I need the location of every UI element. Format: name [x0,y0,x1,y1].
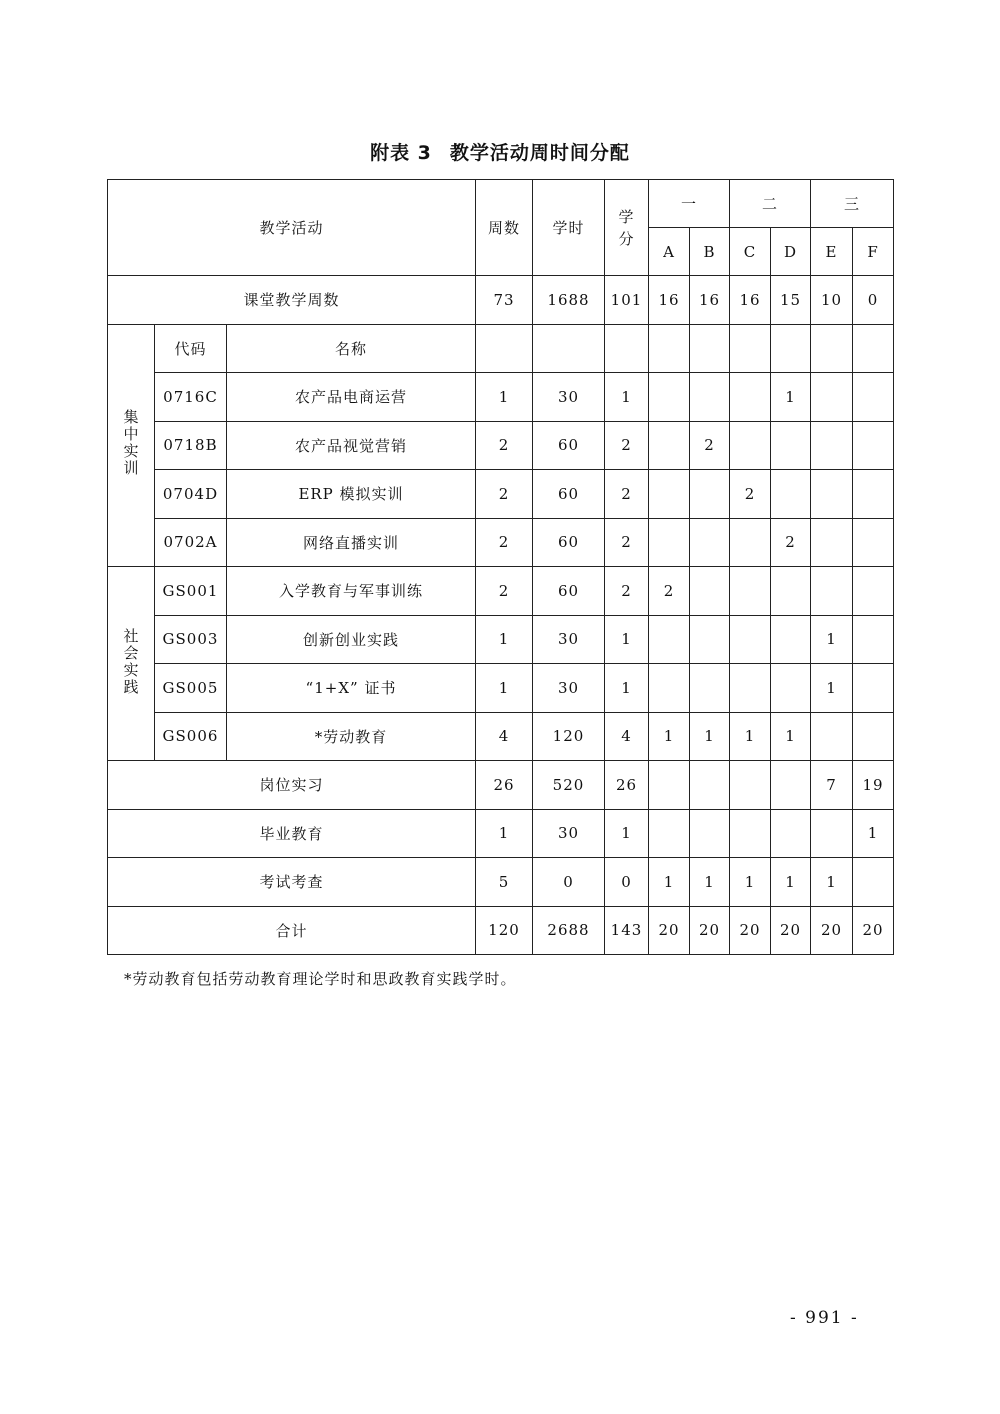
table-row [108,615,894,664]
classroom-term-a: 16 [649,276,690,325]
weeks-cell: 5 [476,858,533,907]
name-cell: 创新创业实践 [227,615,476,664]
term-c-cell: 20 [730,906,771,955]
term-d-cell [771,761,811,810]
term-d-cell [771,567,811,616]
header-year-2: 二 [730,180,811,228]
term-a-cell [649,809,690,858]
term-a-cell [649,470,690,519]
summary-label: 毕业教育 [108,809,476,858]
header-year-3: 三 [811,180,894,228]
term-f-cell [853,712,894,761]
term-d-cell: 20 [771,906,811,955]
header-name: 名称 [227,324,476,373]
credits-cell: 1 [605,373,649,422]
term-d-cell: 1 [771,712,811,761]
hours-cell: 30 [533,809,605,858]
table-row [108,470,894,519]
group-label-practice [108,567,155,761]
term-b-cell [690,373,730,422]
header-term-c: C [730,228,771,276]
hours-cell: 30 [533,373,605,422]
week-allocation-table [107,179,894,955]
page-number: - 991 - [790,1308,859,1328]
title-text: 教学活动周时间分配 [449,142,630,164]
hours-cell: 60 [533,567,605,616]
term-f-cell: 20 [853,906,894,955]
header-term-b: B [690,228,730,276]
footnote: *劳动教育包括劳动教育理论学时和思政教育实践学时。 [124,970,517,988]
empty-cell [690,324,730,373]
empty-cell [771,324,811,373]
term-e-cell: 20 [811,906,853,955]
term-a-cell [649,615,690,664]
term-d-cell [771,421,811,470]
term-d-cell: 2 [771,518,811,567]
group-label-text: 社会实践 [121,627,140,696]
term-c-cell [730,615,771,664]
term-c-cell [730,761,771,810]
group-label-training [108,324,155,567]
code-cell: GS001 [155,567,227,616]
term-c-cell: 1 [730,858,771,907]
header-term-d: D [771,228,811,276]
name-cell: 入学教育与军事训练 [227,567,476,616]
weeks-cell: 2 [476,567,533,616]
term-f-cell [853,615,894,664]
term-e-cell [811,518,853,567]
classroom-term-d: 15 [771,276,811,325]
header-code: 代码 [155,324,227,373]
header-term-a: A [649,228,690,276]
term-f-cell: 19 [853,761,894,810]
term-c-cell: 1 [730,712,771,761]
page-title [0,138,1000,165]
weeks-cell: 1 [476,373,533,422]
term-e-cell: 1 [811,664,853,713]
group-label-text: 集中实训 [121,409,140,478]
term-d-cell: 1 [771,373,811,422]
term-b-cell [690,809,730,858]
term-d-cell [771,664,811,713]
term-e-cell [811,421,853,470]
classroom-term-f: 0 [853,276,894,325]
table-row [108,664,894,713]
classroom-row [108,276,894,325]
term-c-cell [730,567,771,616]
credits-cell: 4 [605,712,649,761]
term-c-cell [730,373,771,422]
term-e-cell [811,712,853,761]
header-credits-line2: 分 [618,229,635,248]
credits-cell: 2 [605,421,649,470]
weeks-cell: 1 [476,809,533,858]
classroom-credits: 101 [605,276,649,325]
term-a-cell: 1 [649,858,690,907]
credits-cell: 1 [605,809,649,858]
table-row [108,712,894,761]
hours-cell: 2688 [533,906,605,955]
term-b-cell [690,470,730,519]
term-d-cell [771,809,811,858]
term-a-cell [649,421,690,470]
term-b-cell [690,518,730,567]
term-c-cell [730,809,771,858]
header-row-years [108,180,894,228]
weeks-cell: 26 [476,761,533,810]
classroom-term-e: 10 [811,276,853,325]
code-cell: GS005 [155,664,227,713]
credits-cell: 0 [605,858,649,907]
subheader-row [108,324,894,373]
hours-cell: 120 [533,712,605,761]
summary-label: 合计 [108,906,476,955]
term-a-cell [649,518,690,567]
term-f-cell [853,858,894,907]
term-e-cell: 1 [811,858,853,907]
term-e-cell: 7 [811,761,853,810]
code-cell: 0702A [155,518,227,567]
hours-cell: 60 [533,518,605,567]
hours-cell: 60 [533,470,605,519]
empty-cell [730,324,771,373]
term-d-cell [771,615,811,664]
credits-cell: 2 [605,567,649,616]
header-year-1: 一 [649,180,730,228]
weeks-cell: 2 [476,470,533,519]
term-e-cell [811,809,853,858]
classroom-weeks: 73 [476,276,533,325]
empty-cell [476,324,533,373]
term-e-cell [811,373,853,422]
term-c-cell [730,421,771,470]
term-f-cell [853,373,894,422]
hours-cell: 30 [533,664,605,713]
term-f-cell [853,567,894,616]
name-cell: *劳动教育 [227,712,476,761]
term-a-cell: 20 [649,906,690,955]
header-term-e: E [811,228,853,276]
empty-cell [649,324,690,373]
name-cell: ERP 模拟实训 [227,470,476,519]
empty-cell [533,324,605,373]
table-row [108,518,894,567]
header-credits [605,180,649,276]
term-b-cell: 1 [690,858,730,907]
term-a-cell: 2 [649,567,690,616]
credits-cell: 1 [605,615,649,664]
term-a-cell: 1 [649,712,690,761]
summary-label: 考试考查 [108,858,476,907]
empty-cell [853,324,894,373]
term-b-cell [690,567,730,616]
empty-cell [811,324,853,373]
term-f-cell [853,518,894,567]
term-b-cell: 20 [690,906,730,955]
name-cell: 网络直播实训 [227,518,476,567]
term-b-cell [690,615,730,664]
term-c-cell: 2 [730,470,771,519]
hours-cell: 60 [533,421,605,470]
term-e-cell: 1 [811,615,853,664]
summary-row [108,809,894,858]
classroom-hours: 1688 [533,276,605,325]
credits-cell: 143 [605,906,649,955]
header-activity: 教学活动 [108,180,476,276]
term-d-cell [771,470,811,519]
term-f-cell: 1 [853,809,894,858]
term-f-cell [853,470,894,519]
hours-cell: 30 [533,615,605,664]
weeks-cell: 2 [476,421,533,470]
term-b-cell: 1 [690,712,730,761]
term-a-cell [649,761,690,810]
term-f-cell [853,421,894,470]
classroom-label: 课堂教学周数 [108,276,476,325]
credits-cell: 2 [605,470,649,519]
credits-cell: 1 [605,664,649,713]
header-hours: 学时 [533,180,605,276]
term-b-cell: 2 [690,421,730,470]
code-cell: 0716C [155,373,227,422]
term-d-cell: 1 [771,858,811,907]
header-term-f: F [853,228,894,276]
term-a-cell [649,373,690,422]
code-cell: 0704D [155,470,227,519]
credits-cell: 2 [605,518,649,567]
term-b-cell [690,761,730,810]
weeks-cell: 120 [476,906,533,955]
table-row [108,567,894,616]
name-cell: 农产品视觉营销 [227,421,476,470]
header-credits-line1: 学 [618,207,635,226]
name-cell: 农产品电商运营 [227,373,476,422]
term-e-cell [811,567,853,616]
term-b-cell [690,664,730,713]
weeks-cell: 1 [476,615,533,664]
code-cell: 0718B [155,421,227,470]
term-e-cell [811,470,853,519]
table-row [108,373,894,422]
credits-cell: 26 [605,761,649,810]
weeks-cell: 2 [476,518,533,567]
classroom-term-b: 16 [690,276,730,325]
term-c-cell [730,518,771,567]
title-label: 附表 3 [370,142,432,164]
code-cell: GS003 [155,615,227,664]
summary-row [108,761,894,810]
header-weeks: 周数 [476,180,533,276]
empty-cell [605,324,649,373]
weeks-cell: 4 [476,712,533,761]
summary-label: 岗位实习 [108,761,476,810]
weeks-cell: 1 [476,664,533,713]
code-cell: GS006 [155,712,227,761]
term-a-cell [649,664,690,713]
hours-cell: 0 [533,858,605,907]
hours-cell: 520 [533,761,605,810]
name-cell: “1+X” 证书 [227,664,476,713]
term-c-cell [730,664,771,713]
classroom-term-c: 16 [730,276,771,325]
term-f-cell [853,664,894,713]
summary-row [108,906,894,955]
table-row [108,421,894,470]
summary-row [108,858,894,907]
